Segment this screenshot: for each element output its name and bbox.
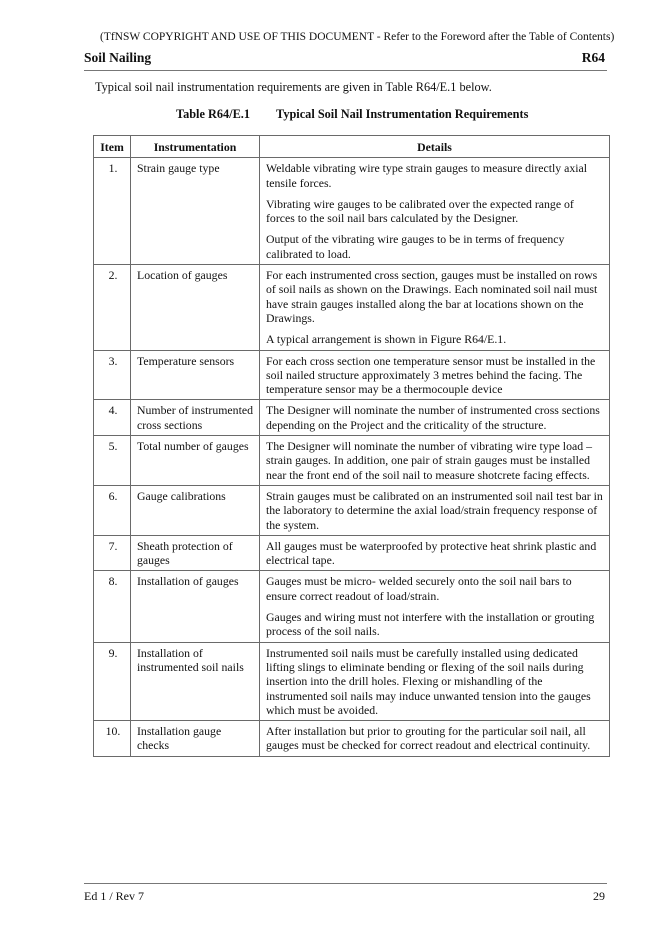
instrumentation-cell: Installation gauge checks <box>131 721 260 757</box>
table-row <box>94 642 610 720</box>
column-header-details: Details <box>260 136 610 158</box>
details-cell <box>260 571 610 642</box>
details-cell <box>260 721 610 757</box>
table-row <box>94 721 610 757</box>
details-cell <box>260 485 610 535</box>
details-paragraph: Gauges must be micro- welded securely onto the soil nail bars to ensure correct readout of load/strain. <box>266 574 572 603</box>
table-row <box>94 571 610 642</box>
item-number: 8. <box>94 571 131 642</box>
instrumentation-cell: Installation of gauges <box>131 571 260 642</box>
details-cell <box>260 400 610 436</box>
instrumentation-cell: Temperature sensors <box>131 350 260 400</box>
details-paragraph: Vibrating wire gauges to be calibrated over the expected range of forces to the soil nail bars calculated by the Designer. <box>266 196 574 226</box>
item-number: 6. <box>94 485 131 535</box>
table-row <box>94 400 610 436</box>
details-paragraph: Output of the vibrating wire gauges to be in terms of frequency calibrated to load. <box>266 232 565 261</box>
details-paragraph: Strain gauges must be calibrated on an instrumented soil nail test bar in the laboratory to determine the axial load/strain frequency response of the system. <box>266 488 603 532</box>
item-number: 4. <box>94 400 131 436</box>
details-paragraph: Instrumented soil nails must be carefully installed using dedicated lifting slings to eliminate bending or flexing of the soil nails during insertion into the drill holes. Flexing or mishandling of the instrumented soil nails may induce unwanted tension into the gauges which must be avoided. <box>266 645 591 717</box>
table-row <box>94 350 610 400</box>
instrumentation-table <box>93 135 610 757</box>
item-number: 3. <box>94 350 131 400</box>
column-header-instrumentation: Instrumentation <box>131 136 260 158</box>
details-paragraph: The Designer will nominate the number of vibrating wire type load – strain gauges. In addition, one pair of strain gauges must be installed near the front end of the soil nail to measure shotcrete facing effects. <box>266 439 592 482</box>
details-paragraph: All gauges must be waterproofed by protective heat shrink plastic and electrical tape. <box>266 538 597 568</box>
details-cell <box>260 436 610 486</box>
table-header-row <box>94 136 610 158</box>
instrumentation-cell: Strain gauge type <box>131 158 260 265</box>
intro-paragraph: Typical soil nail instrumentation requirements are given in Table R64/E.1 below. <box>95 80 492 94</box>
details-paragraph: Weldable vibrating wire type strain gauges to measure directly axial tensile forces. <box>266 161 588 190</box>
item-number: 1. <box>94 158 131 265</box>
copyright-notice: (TfNSW COPYRIGHT AND USE OF THIS DOCUMENT - Refer to the Foreword after the Table of Contents) <box>100 31 615 43</box>
table-caption <box>176 107 528 122</box>
details-paragraph: A typical arrangement is shown in Figure R64/E.1. <box>266 332 507 347</box>
instrumentation-cell: Location of gauges <box>131 265 260 350</box>
edition-label: Ed 1 / Rev 7 <box>84 889 144 903</box>
table-row <box>94 485 610 535</box>
item-number: 9. <box>94 642 131 720</box>
header-divider <box>84 70 607 71</box>
instrumentation-cell: Gauge calibrations <box>131 485 260 535</box>
column-header-item: Item <box>94 136 131 158</box>
details-paragraph: The Designer will nominate the number of instrumented cross sections depending on the Project and the criticality of the structure. <box>266 403 600 432</box>
item-number: 5. <box>94 436 131 486</box>
details-cell <box>260 350 610 400</box>
details-cell <box>260 265 610 350</box>
instrumentation-cell: Total number of gauges <box>131 436 260 486</box>
table-row <box>94 265 610 350</box>
details-paragraph: For each instrumented cross section, gauges must be installed on rows of soil nails as shown on the Drawings. Each nominated soil nail must have strain gauges installed along the bar at locations shown on the Drawings. <box>266 268 598 325</box>
details-paragraph: Gauges and wiring must not interfere with the installation or grouting process of the soil nails. <box>266 610 595 639</box>
table-row <box>94 158 610 265</box>
instrumentation-cell: Installation of instrumented soil nails <box>131 642 260 720</box>
footer-divider <box>84 883 607 884</box>
item-number: 2. <box>94 265 131 350</box>
item-number: 7. <box>94 535 131 571</box>
details-cell <box>260 535 610 571</box>
details-cell <box>260 158 610 265</box>
section-title: Soil Nailing <box>84 50 152 65</box>
details-paragraph: For each cross section one temperature sensor must be installed in the soil nailed structure approximately 3 metres behind the facing. The temperature sensor may be a thermocouple device <box>266 353 596 397</box>
table-caption-number: Table R64/E.1 <box>176 107 251 121</box>
details-cell <box>260 642 610 720</box>
table-row <box>94 535 610 571</box>
item-number: 10. <box>94 721 131 757</box>
page-number: 29 <box>593 889 605 903</box>
instrumentation-cell: Number of instrumented cross sections <box>131 400 260 436</box>
table-body <box>94 158 610 756</box>
instrumentation-cell: Sheath protection of gauges <box>131 535 260 571</box>
details-paragraph: After installation but prior to grouting for the particular soil nail, all gauges must be checked for correct readout and electrical continuity. <box>266 724 591 753</box>
table-row <box>94 436 610 486</box>
table-caption-title: Typical Soil Nail Instrumentation Requirements <box>276 107 529 121</box>
spec-code: R64 <box>581 50 605 65</box>
